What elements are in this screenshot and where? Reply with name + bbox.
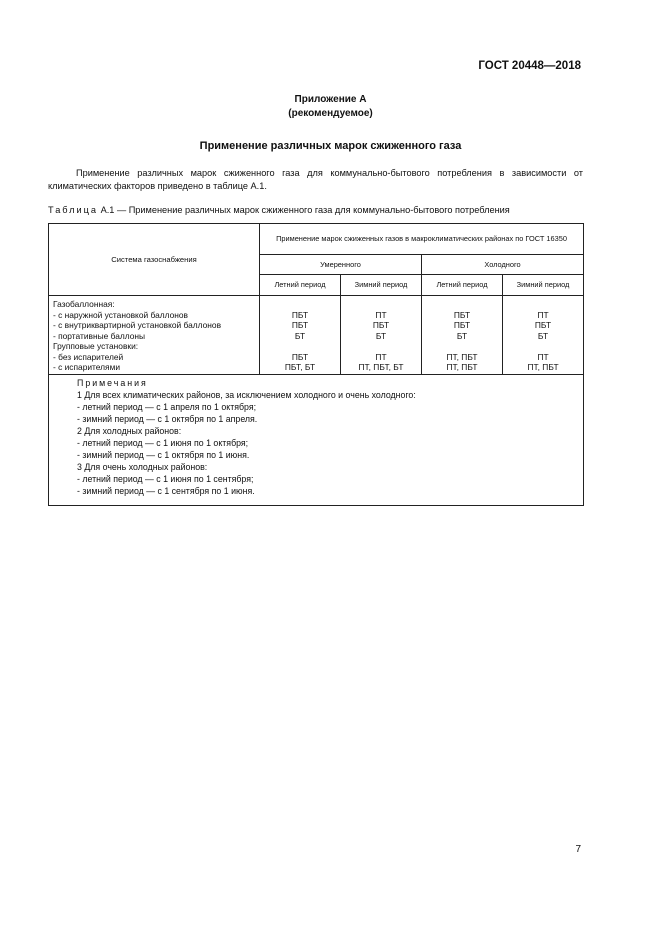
cell-value: ПБТ [291, 309, 309, 320]
system-name: - с испарителями [53, 362, 121, 372]
note-line: 2 Для холодных районов: [77, 426, 182, 436]
table-caption-label: Таблица [48, 205, 99, 215]
cell-value [260, 299, 340, 310]
header-usage-group: Применение марок сжиженных газов в макроклиматических районах по ГОСТ 16350 [260, 224, 584, 255]
cell-value [341, 341, 421, 352]
header-zone-cold: Холодного [422, 255, 584, 275]
cell-value [503, 299, 583, 310]
header-system: Система газоснабжения [49, 224, 260, 296]
standard-code: ГОСТ 20448—2018 [478, 60, 581, 72]
system-names-column [49, 296, 260, 375]
cell-value: ПБТ [453, 320, 471, 330]
table-caption [48, 205, 510, 215]
note-line: - летний период — с 1 июня по 1 октября; [77, 438, 249, 448]
cell-value: БТ [456, 330, 468, 341]
cell-value: ПБТ [291, 320, 309, 330]
system-name: Газобаллонная: [53, 299, 115, 309]
system-name: - с внутриквартирной установкой баллонов [53, 320, 222, 330]
appendix-title: Приложение А [294, 94, 367, 105]
cell-value [422, 341, 502, 352]
section-title: Применение различных марок сжиженного газа [199, 140, 462, 152]
cell-value: ПТ, ПБТ, БТ [358, 362, 404, 372]
table-caption-text: — Применение различных марок сжиженного газа для коммунально-бытового потребления [116, 205, 510, 215]
page-number: 7 [575, 844, 581, 855]
system-name: - без испарителей [53, 351, 124, 362]
cell-value: ПТ [537, 351, 549, 362]
table-notes [49, 375, 584, 506]
note-line: 3 Для очень холодных районов: [77, 462, 208, 472]
intro-paragraph: Применение различных марок сжиженного газа для коммунально-бытового потребления в зависимости от климатических факторов приведено в таблице А.1. [48, 168, 583, 191]
appendix-heading [0, 93, 661, 121]
gas-usage-table [48, 223, 584, 506]
cell-value: БТ [294, 330, 306, 341]
header-period: Зимний период [503, 275, 584, 296]
table-caption-number: А.1 [100, 205, 115, 215]
note-line: - зимний период — с 1 сентября по 1 июня. [77, 486, 255, 496]
system-name: - портативные баллоны [53, 330, 146, 341]
header-period: Зимний период [341, 275, 422, 296]
cell-value [260, 341, 340, 352]
note-line: - зимний период — с 1 октября по 1 апреля. [77, 414, 258, 424]
note-line: - зимний период — с 1 октября по 1 июня. [77, 450, 250, 460]
cell-value: ПТ, ПБТ [527, 362, 559, 372]
system-name: - с наружной установкой баллонов [53, 309, 189, 320]
cell-value: ПБТ [534, 320, 552, 330]
cell-value [422, 299, 502, 310]
cell-value: ПБТ [291, 351, 309, 362]
notes-title: Примечания [77, 378, 148, 388]
values-column-temperate-summer [260, 296, 341, 375]
system-name: Групповые установки: [53, 341, 139, 351]
cell-value: ПБТ [372, 320, 390, 330]
note-line: 1 Для всех климатических районов, за исключением холодного и очень холодного: [77, 390, 416, 400]
note-line: - летний период — с 1 апреля по 1 октября; [77, 402, 257, 412]
cell-value: ПТ [537, 309, 549, 320]
cell-value: ПТ, ПБТ [446, 351, 478, 362]
header-zone-temperate: Умеренного [260, 255, 422, 275]
cell-value: БТ [375, 330, 387, 341]
cell-value: БТ [537, 330, 549, 341]
values-column-temperate-winter [341, 296, 422, 375]
header-period: Летний период [422, 275, 503, 296]
header-period: Летний период [260, 275, 341, 296]
cell-value: ПТ, ПБТ [446, 362, 478, 372]
cell-value: ПБТ, БТ [284, 362, 316, 372]
values-column-cold-winter [503, 296, 584, 375]
cell-value: ПТ [375, 309, 387, 320]
cell-value [341, 299, 421, 310]
cell-value: ПБТ [453, 309, 471, 320]
values-column-cold-summer [422, 296, 503, 375]
cell-value: ПТ [375, 351, 387, 362]
note-line: - летний период — с 1 июня по 1 сентября; [77, 474, 254, 484]
appendix-subtitle: (рекомендуемое) [288, 108, 373, 119]
cell-value [503, 341, 583, 352]
